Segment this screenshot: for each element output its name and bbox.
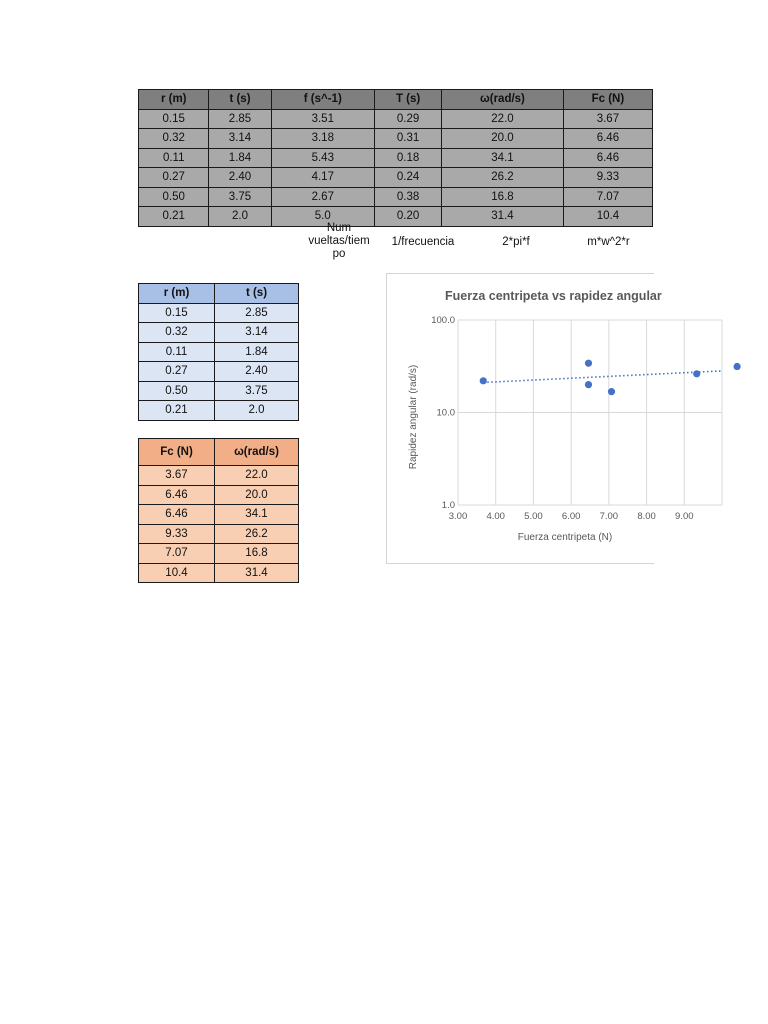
x-tick-label: 9.00 bbox=[675, 511, 694, 522]
table-cell: 0.21 bbox=[139, 401, 215, 421]
y-tick-label: 10.0 bbox=[436, 407, 455, 419]
table-row bbox=[139, 148, 653, 168]
x-tick-label: 7.00 bbox=[599, 511, 619, 522]
table-cell: 0.24 bbox=[375, 168, 442, 188]
header-r: r (m) bbox=[139, 90, 209, 110]
table-row bbox=[139, 381, 299, 401]
table-row bbox=[139, 401, 299, 421]
x-tick-label: 3.00 bbox=[448, 511, 468, 522]
trendline bbox=[483, 371, 722, 383]
formula-notes bbox=[138, 222, 653, 267]
header-t: t (s) bbox=[215, 284, 299, 304]
header-omega: ω(rad/s) bbox=[442, 90, 564, 110]
x-tick-label: 8.00 bbox=[637, 511, 656, 522]
table-row bbox=[139, 168, 653, 188]
radius-time-table bbox=[138, 283, 299, 421]
y-tick-label: 1.0 bbox=[441, 500, 455, 511]
table-row bbox=[139, 485, 299, 505]
data-point bbox=[608, 388, 615, 395]
table-cell: 26.2 bbox=[215, 524, 299, 544]
table-row bbox=[139, 524, 299, 544]
table-cell: 0.50 bbox=[139, 381, 215, 401]
table-row bbox=[139, 207, 653, 227]
table-cell: 6.46 bbox=[563, 129, 652, 149]
table-row bbox=[139, 187, 653, 207]
table-cell: 1.84 bbox=[215, 342, 299, 362]
table-cell: 0.15 bbox=[139, 303, 215, 323]
table-cell: 6.46 bbox=[563, 148, 652, 168]
table-cell: 2.67 bbox=[271, 187, 375, 207]
formula-omega: 2*pi*f bbox=[502, 236, 530, 248]
table-cell: 2.40 bbox=[209, 168, 271, 188]
force-omega-table bbox=[138, 438, 299, 583]
table-cell: 9.33 bbox=[563, 168, 652, 188]
table-cell: 3.14 bbox=[215, 323, 299, 343]
x-tick-label: 6.00 bbox=[561, 511, 581, 522]
chart-canvas bbox=[387, 274, 694, 563]
table-cell: 3.67 bbox=[139, 466, 215, 486]
table-cell: 0.18 bbox=[375, 148, 442, 168]
table-cell: 20.0 bbox=[442, 129, 564, 149]
table-row bbox=[139, 109, 653, 129]
table-cell: 9.33 bbox=[139, 524, 215, 544]
header-omega: ω(rad/s) bbox=[215, 439, 299, 466]
formula-fc: m*w^2*r bbox=[587, 236, 630, 248]
table-cell: 5.43 bbox=[271, 148, 375, 168]
results-header-row bbox=[139, 90, 653, 110]
table-cell: 31.4 bbox=[215, 563, 299, 583]
table-cell: 2.0 bbox=[215, 401, 299, 421]
results-table bbox=[138, 89, 653, 227]
chart-trendline bbox=[483, 371, 722, 383]
table-cell: 0.32 bbox=[139, 323, 215, 343]
table-cell: 5.0 bbox=[271, 207, 375, 227]
table-cell: 22.0 bbox=[215, 466, 299, 486]
formula-period: 1/frecuencia bbox=[391, 236, 455, 248]
chart-ticks bbox=[431, 315, 693, 522]
header-f: f (s^-1) bbox=[271, 90, 375, 110]
table-cell: 6.46 bbox=[139, 485, 215, 505]
chart-title: Fuerza centripeta vs rapidez angular bbox=[445, 289, 662, 303]
table-cell: 2.40 bbox=[215, 362, 299, 382]
data-point bbox=[733, 363, 740, 370]
header-r: r (m) bbox=[139, 284, 215, 304]
data-point bbox=[585, 381, 592, 388]
table-cell: 0.31 bbox=[375, 129, 442, 149]
table-cell: 3.75 bbox=[209, 187, 271, 207]
table-cell: 16.8 bbox=[442, 187, 564, 207]
table-cell: 0.50 bbox=[139, 187, 209, 207]
table-cell: 26.2 bbox=[442, 168, 564, 188]
table-cell: 3.18 bbox=[271, 129, 375, 149]
table-cell: 0.32 bbox=[139, 129, 209, 149]
header-fc: Fc (N) bbox=[139, 439, 215, 466]
formula-f-line2: vueltas/tiem bbox=[308, 235, 370, 247]
table-cell: 34.1 bbox=[442, 148, 564, 168]
data-point bbox=[585, 360, 592, 367]
y-tick-label: 100.0 bbox=[431, 315, 455, 326]
x-tick-label: 5.00 bbox=[524, 511, 543, 522]
table-cell: 6.46 bbox=[139, 505, 215, 525]
table-cell: 22.0 bbox=[442, 109, 564, 129]
table-cell: 0.11 bbox=[139, 148, 209, 168]
table-cell: 34.1 bbox=[215, 505, 299, 525]
table-cell: 0.38 bbox=[375, 187, 442, 207]
table-row bbox=[139, 362, 299, 382]
formula-f-line1: Num bbox=[326, 222, 352, 234]
table-cell: 0.20 bbox=[375, 207, 442, 227]
x-tick-label: 4.00 bbox=[486, 511, 505, 522]
chart-grid bbox=[458, 320, 722, 505]
radius-time-header-row bbox=[139, 284, 299, 304]
table-cell: 3.75 bbox=[215, 381, 299, 401]
table-row bbox=[139, 129, 653, 149]
header-t: t (s) bbox=[209, 90, 271, 110]
formula-f bbox=[300, 222, 378, 261]
table-row bbox=[139, 303, 299, 323]
table-cell: 3.51 bbox=[271, 109, 375, 129]
table-cell: 2.85 bbox=[215, 303, 299, 323]
table-row bbox=[139, 342, 299, 362]
formula-f-line3: po bbox=[332, 248, 346, 260]
table-cell: 0.15 bbox=[139, 109, 209, 129]
table-cell: 4.17 bbox=[271, 168, 375, 188]
table-cell: 20.0 bbox=[215, 485, 299, 505]
data-point bbox=[480, 377, 487, 384]
table-cell: 2.0 bbox=[209, 207, 271, 227]
chart-y-axis-label: Rapidez angular (rad/s) bbox=[408, 364, 419, 470]
data-point bbox=[693, 370, 700, 377]
table-row bbox=[139, 505, 299, 525]
table-cell: 10.4 bbox=[139, 563, 215, 583]
table-cell: 16.8 bbox=[215, 544, 299, 564]
chart-points bbox=[480, 360, 741, 396]
table-cell: 7.07 bbox=[563, 187, 652, 207]
table-row bbox=[139, 544, 299, 564]
table-row bbox=[139, 323, 299, 343]
table-cell: 0.27 bbox=[139, 362, 215, 382]
table-cell: 2.85 bbox=[209, 109, 271, 129]
table-cell: 1.84 bbox=[209, 148, 271, 168]
table-row bbox=[139, 563, 299, 583]
header-fc: Fc (N) bbox=[563, 90, 652, 110]
table-cell: 10.4 bbox=[563, 207, 652, 227]
scatter-chart[interactable] bbox=[386, 273, 694, 564]
table-cell: 0.29 bbox=[375, 109, 442, 129]
table-cell: 0.27 bbox=[139, 168, 209, 188]
table-cell: 0.21 bbox=[139, 207, 209, 227]
table-cell: 3.67 bbox=[563, 109, 652, 129]
table-cell: 31.4 bbox=[442, 207, 564, 227]
force-omega-header-row bbox=[139, 439, 299, 466]
table-cell: 0.11 bbox=[139, 342, 215, 362]
table-cell: 7.07 bbox=[139, 544, 215, 564]
header-period: T (s) bbox=[375, 90, 442, 110]
table-row bbox=[139, 466, 299, 486]
chart-x-axis-label: Fuerza centripeta (N) bbox=[517, 532, 613, 543]
table-cell: 3.14 bbox=[209, 129, 271, 149]
